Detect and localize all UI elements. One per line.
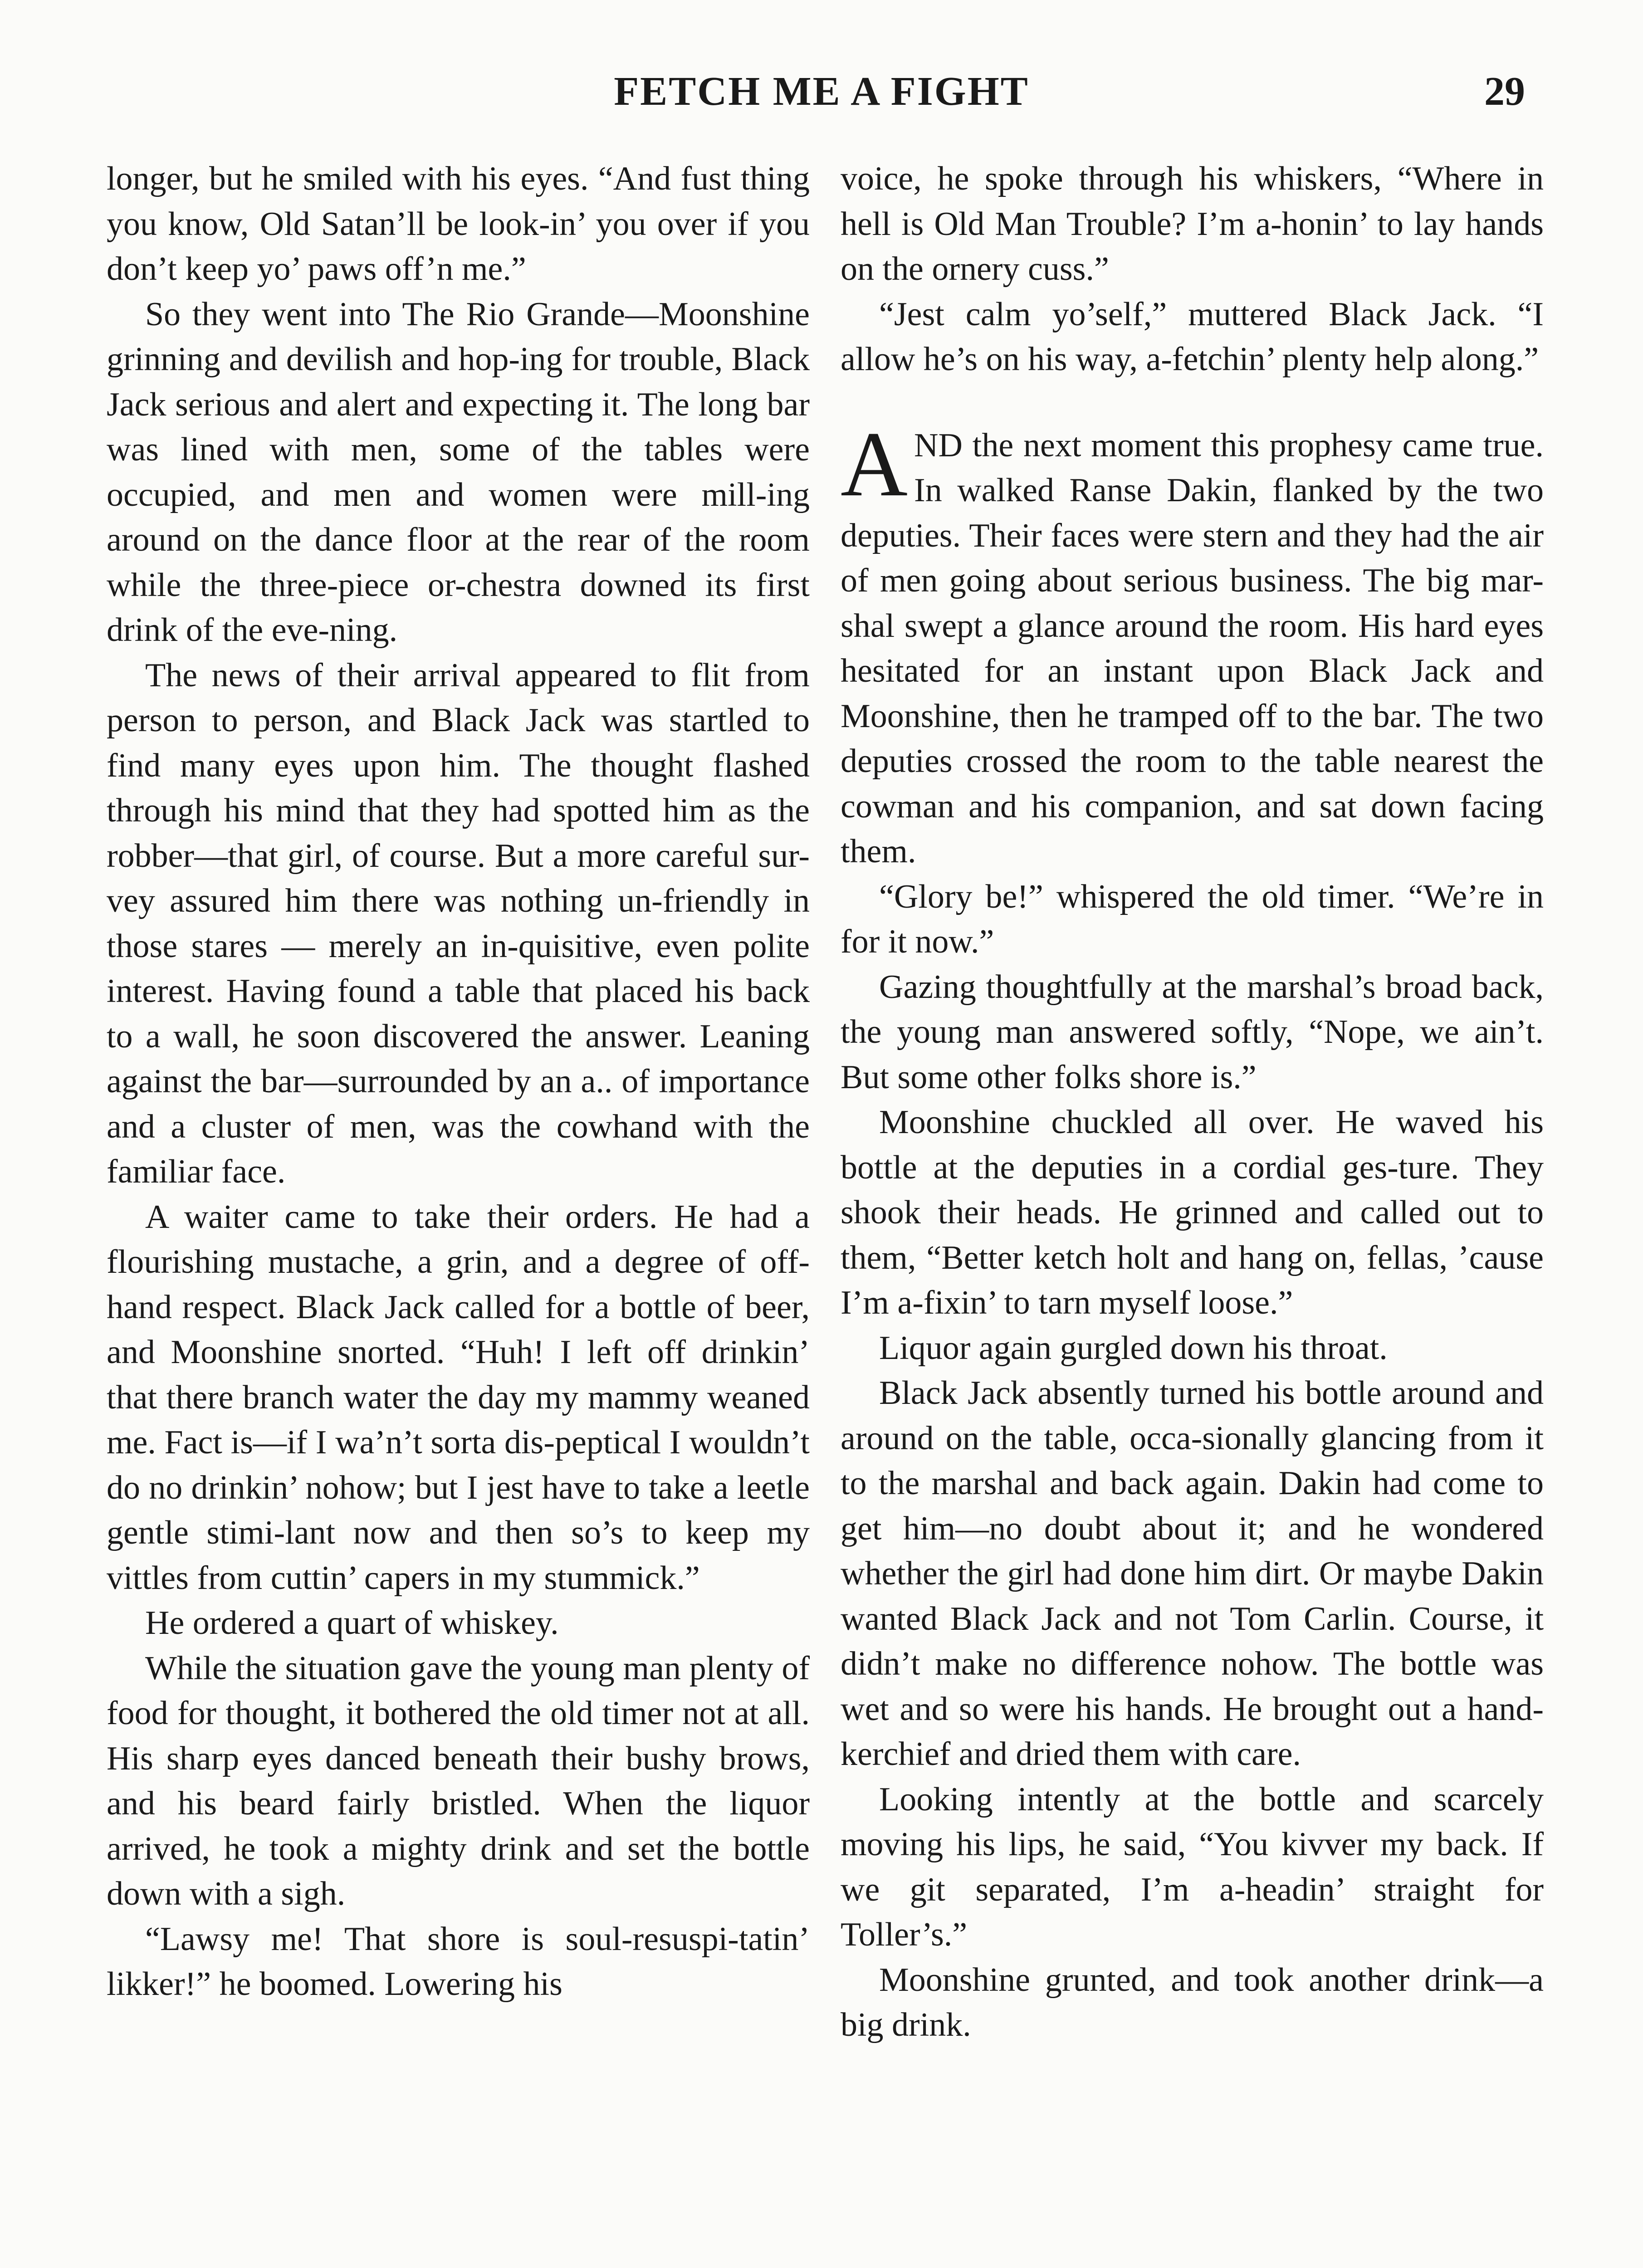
drop-cap: A (841, 412, 908, 516)
paragraph: So they went into The Rio Grande—Moonshine grinning and devilish and hop-ing for trouble, Black Jack serious and alert and expecting it. The long bar was lined with men, some of the tables were occupied, and men and women were mill-ing around on the dance floor at the rear of the room while the three-piece or-chestra downed its first drink of the eve-ning. (107, 295, 810, 649)
paragraph: Looking intently at the bottle and scarcely moving his lips, he said, “You kivver my back. If we git separated, I’m a-headin’ straight for Toller’s.” (841, 1780, 1544, 1953)
paragraph: Liquor again gurgled down his throat. (879, 1329, 1388, 1367)
paragraph: A waiter came to take their orders. He had a flourishing mustache, a grin, and a degree of off-hand respect. Black Jack called for a bottle of beer, and Moonshine snorted. “Huh! I left off drinkin’ that there branch water the day my mammy weaned me. Fact is—if I wa’n’t sorta dis-peptical I wouldn’t do no drinkin’ nohow; but I jest have to take a leetle gentle stimi-lant now and then so’s to keep my vittles from cuttin’ capers in my stummick.” (107, 1198, 810, 1597)
page-number: 29 (1484, 69, 1525, 114)
paragraph: “Lawsy me! That shore is soul-resuspi-tatin’ likker!” he boomed. Lowering his (107, 1920, 810, 2003)
paragraph: “Jest calm yo’self,” muttered Black Jack. “I allow he’s on his way, a-fetchin’ plenty help along.” (841, 295, 1544, 378)
paragraph: Black Jack absently turned his bottle around and around on the table, occa-sionally glancing from it to the marshal and back again. Dakin had come to get him—no doubt about it; and he wondered whether the girl had done him dirt. Or maybe Dakin wanted Black Jack and not Tom Carlin. Course, it didn’t make no difference nohow. The bottle was wet and so were his hands. He brought out a hand-kerchief and dried them with care. (841, 1374, 1544, 1773)
paragraph: “Glory be!” whispered the old timer. “We’re in for it now.” (841, 878, 1544, 960)
paragraph: Moonshine chuckled all over. He waved his bottle at the deputies in a cordial ges-ture. They shook their heads. He grinned and called out to them, “Better ketch holt and hang on, fellas, ’cause I’m a-fixin’ to tarn myself loose.” (841, 1104, 1544, 1321)
paragraph: voice, he spoke through his whiskers, “Where in hell is Old Man Trouble? I’m a-honin’ to lay hands on the ornery cuss.” (841, 160, 1544, 288)
paragraph: The news of their arrival appeared to flit from person to person, and Black Jack was startled to find many eyes upon him. The thought flashed through his mind that they had spotted him as the robber—that girl, of course. But a more careful sur-vey assured him there was nothing un-friendly in those stares — merely an in-quisitive, even polite interest. Having found a table that placed his back to a wall, he soon discovered the answer. Leaning against the bar—surrounded by an a.. of importance and a cluster of men, was the cowhand with the familiar face. (107, 656, 810, 1190)
paragraph: While the situation gave the young man plenty of food for thought, it bothered the old timer not at all. His sharp eyes danced beneath their bushy brows, and his beard fairly bristled. When the liquor arrived, he took a mighty drink and set the bottle down with a sigh. (107, 1649, 810, 1912)
paragraph: longer, but he smiled with his eyes. “And fust thing you know, Old Satan’ll be look-in’ you over if you don’t keep yo’ paws off’n me.” (107, 160, 810, 288)
dropcap-paragraph-text: ND the next moment this prophesy came true. In walked Ranse Dakin, flanked by the two deputies. Their faces were stern and they had the air of men going about serious business. The big mar-shal swept a glance around the room. His hard eyes hesitated for an instant upon Black Jack and Moonshine, then he tramped off to the bar. The two deputies crossed the room to the table nearest the cowman and his companion, and sat down facing them. (841, 426, 1544, 870)
paragraph: Moonshine grunted, and took another drink—a big drink. (841, 1961, 1544, 2043)
left-column (107, 156, 810, 2007)
right-column (841, 156, 1544, 2048)
paragraph: He ordered a quart of whiskey. (145, 1604, 559, 1642)
dropcap-paragraph (841, 412, 1544, 875)
page-header (0, 68, 1643, 122)
running-title: FETCH ME A FIGHT (614, 69, 1029, 114)
section-break (841, 382, 1544, 423)
paragraph: Gazing thoughtfully at the marshal’s broad back, the young man answered softly, “Nope, we ain’t. But some other folks shore is.” (841, 968, 1544, 1096)
